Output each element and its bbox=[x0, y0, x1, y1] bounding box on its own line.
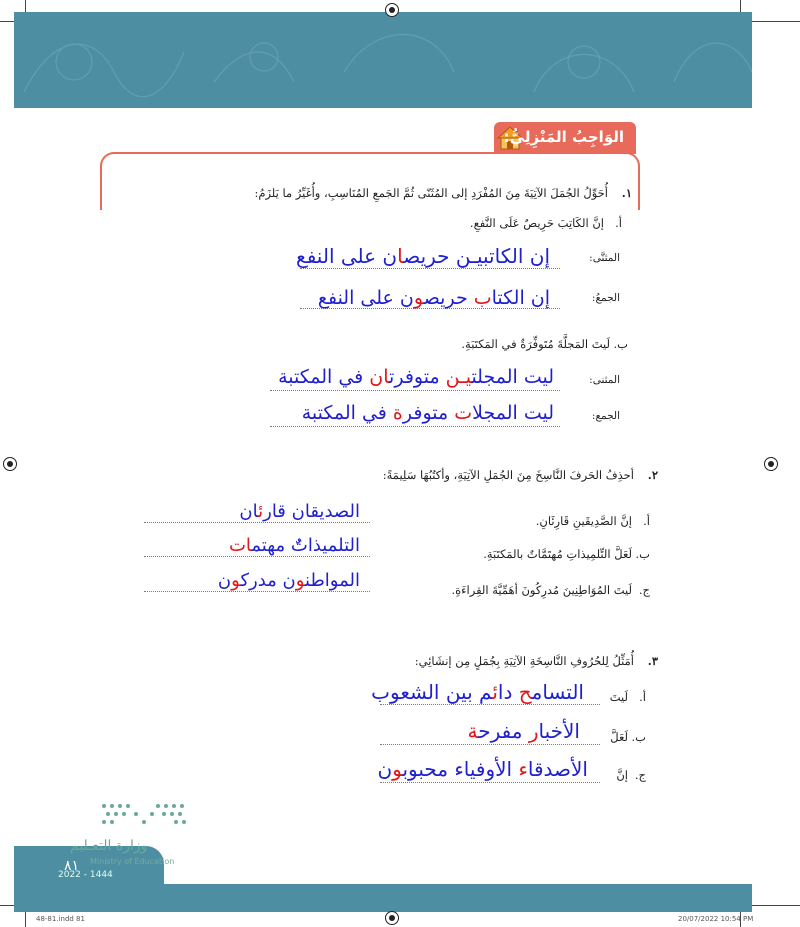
answer-text: م بين الشعوب bbox=[371, 680, 493, 704]
crop-mark bbox=[0, 905, 14, 906]
crop-mark bbox=[0, 21, 14, 22]
edition-year: 2022 - 1444 bbox=[58, 870, 113, 880]
answer-correction: ئ bbox=[492, 680, 498, 704]
answer-correction: و bbox=[413, 287, 424, 309]
q2a-answer bbox=[239, 501, 360, 522]
q2a-letter: أ. bbox=[643, 514, 650, 528]
answer-correction: ئ bbox=[258, 501, 264, 522]
q3b-particle: لَعَلَّ bbox=[610, 730, 628, 744]
q1-number: ١. bbox=[621, 186, 632, 200]
answer-text: متوفرت bbox=[389, 366, 446, 388]
q1a-plural-answer bbox=[318, 287, 550, 309]
answer-correction: و bbox=[392, 757, 403, 781]
crop-mark bbox=[25, 0, 26, 12]
registration-mark bbox=[385, 911, 399, 925]
answer-line bbox=[380, 782, 600, 783]
q3a-letter: أ. bbox=[639, 690, 646, 704]
q3b-letter: ب. bbox=[631, 730, 646, 744]
answer-correction: ان bbox=[369, 366, 390, 388]
q1b-plural-answer bbox=[302, 402, 554, 424]
answer-text: التلميذاتُ bbox=[290, 535, 360, 556]
banner-pattern bbox=[14, 12, 752, 108]
answer-text: ليت المجل bbox=[472, 402, 554, 424]
answer-line bbox=[270, 390, 560, 391]
q1a-letter: أ. bbox=[615, 216, 622, 230]
q2b-letter: ب. bbox=[635, 547, 650, 561]
q1-prompt: أُحَوِّلُ الجُمَلَ الآتِيَةَ مِنَ المُفْرَدِ إلى المُثَنّى ثُمَّ الجَمعِ المُنَاسِبِ، وأُغَيِّرُ ما يَلزَمُ: bbox=[254, 186, 608, 200]
answer-line bbox=[144, 591, 370, 592]
crop-mark bbox=[740, 0, 741, 12]
q2b-sentence: لَعَلَّ التِّلمِيذاتِ مُهتَمَّاتٌ بالمَكتَبَةِ. bbox=[483, 547, 632, 561]
answer-text: ن bbox=[217, 570, 232, 591]
q2a-sentence: إنَّ الصَّدِيقَينِ قَارِئَانِ. bbox=[535, 514, 632, 528]
page-number: ٨١ bbox=[64, 858, 80, 874]
q2b-answer bbox=[229, 535, 360, 556]
answer-text: ن bbox=[377, 757, 393, 781]
answer-text: إن الكاتبيـن bbox=[449, 244, 550, 268]
answer-text: في المكتبة bbox=[278, 366, 370, 388]
answer-text: إن الكتا bbox=[491, 287, 550, 309]
answer-correction: ات bbox=[454, 402, 473, 424]
q3a-particle: لَيتَ bbox=[609, 690, 628, 704]
q1b-dual-answer bbox=[278, 366, 554, 388]
registration-mark bbox=[385, 3, 399, 17]
ministry-name-en: Ministry of Education bbox=[90, 857, 175, 866]
file-timestamp: 20/07/2022 10:54 PM bbox=[678, 915, 754, 923]
answer-line bbox=[144, 522, 370, 523]
answer-text: ان bbox=[239, 501, 259, 522]
answer-correction: يـن bbox=[445, 366, 472, 388]
q1b-letter: ب. bbox=[613, 337, 628, 351]
q1b-sentence: لَيتَ المَجلَّةَ مُتَوفِّرَةٌ في المَكتَبَةِ. bbox=[461, 337, 610, 351]
answer-correction: ة bbox=[467, 719, 479, 743]
answer-correction: ء bbox=[518, 757, 528, 781]
q1a-plural-label: الجمعُ: bbox=[591, 292, 620, 304]
answer-correction: ة bbox=[392, 402, 403, 424]
q2-prompt: أحذِفُ الحَرفَ النَّاسِخَ مِنَ الجُمَلِ الآتِيَةِ، وأكتُبُهَا سَلِيمَةً: bbox=[382, 468, 634, 482]
registration-mark bbox=[3, 457, 17, 471]
answer-text: ليت المجلت bbox=[471, 366, 554, 388]
answer-text: ن مدرك bbox=[240, 570, 296, 591]
q1b-plural-label: الجمع: bbox=[591, 410, 620, 422]
q1a-dual-label: المثنَّى: bbox=[589, 252, 620, 264]
q1a-sentence: إنَّ الكَاتِبَ حَرِيصٌ عَلَى النَّفعِ. bbox=[469, 216, 604, 230]
q3-prompt: أُمَثِّلُ لِلحُرُوفِ النَّاسِخَةِ الآتِيَةِ بِجُمَلٍ مِن إنشَائِي: bbox=[414, 654, 634, 668]
homework-title: الوَاجِبُ المَنْزِلِيُّ: bbox=[503, 128, 624, 146]
answer-line bbox=[380, 704, 600, 705]
answer-text: الصديقان bbox=[285, 501, 360, 522]
answer-correction: ر bbox=[528, 719, 539, 743]
file-name: 48-81.indd 81 bbox=[36, 915, 85, 923]
answer-text: مهتم bbox=[251, 535, 291, 556]
answer-correction: ح bbox=[518, 680, 532, 704]
answer-text: الأخبا bbox=[538, 719, 580, 743]
q1b-dual-label: المثنى: bbox=[589, 374, 620, 386]
ministry-name-ar: وزارة التعـليم bbox=[70, 838, 148, 854]
answer-text: حريص bbox=[403, 244, 450, 268]
answer-text: المواطن bbox=[305, 570, 360, 591]
answer-text: قار bbox=[263, 501, 286, 522]
q2c-answer bbox=[218, 570, 360, 591]
answer-text: دا bbox=[497, 680, 519, 704]
answer-correction: ب bbox=[473, 287, 492, 309]
answer-correction: ات bbox=[228, 535, 252, 556]
q2-number: ٢. bbox=[647, 468, 658, 482]
q2c-letter: ج. bbox=[638, 583, 650, 597]
answer-correction: و bbox=[295, 570, 306, 591]
answer-line bbox=[270, 426, 560, 427]
answer-text: ن على النفع bbox=[296, 244, 398, 268]
answer-line bbox=[300, 268, 560, 269]
q3b-answer bbox=[468, 719, 580, 743]
answer-correction: ا bbox=[397, 244, 404, 268]
q3c-letter: ج. bbox=[634, 768, 646, 782]
registration-mark bbox=[764, 457, 778, 471]
ministry-logo-icon bbox=[98, 800, 190, 832]
answer-line bbox=[380, 744, 600, 745]
answer-line bbox=[144, 556, 370, 557]
answer-text: حريص bbox=[423, 287, 474, 309]
crop-mark bbox=[752, 21, 800, 22]
q3a-answer bbox=[371, 680, 584, 704]
q3-number: ٣. bbox=[647, 654, 658, 668]
answer-text: الأصدقا bbox=[527, 757, 588, 781]
section-frame bbox=[100, 152, 640, 210]
answer-text: في المكتبة bbox=[301, 402, 393, 424]
q3c-answer bbox=[377, 757, 588, 781]
q2c-sentence: لَيتَ المُوَاطِنِينَ مُدرِكُونَ أهَمِّيَّةَ القِراءَةِ. bbox=[451, 583, 632, 597]
crop-mark bbox=[25, 912, 26, 927]
answer-text: مفرح bbox=[478, 719, 529, 743]
answer-text: ن على النفع bbox=[317, 287, 414, 309]
answer-text: التسام bbox=[531, 680, 584, 704]
q3c-particle: إنَّ bbox=[616, 768, 628, 782]
answer-text: متوفر bbox=[402, 402, 455, 424]
bottom-band bbox=[14, 884, 752, 912]
answer-correction: و bbox=[231, 570, 241, 591]
q1a-dual-answer bbox=[296, 244, 550, 268]
answer-text: الأوفياء محبوب bbox=[402, 757, 519, 781]
crop-mark bbox=[752, 905, 800, 906]
